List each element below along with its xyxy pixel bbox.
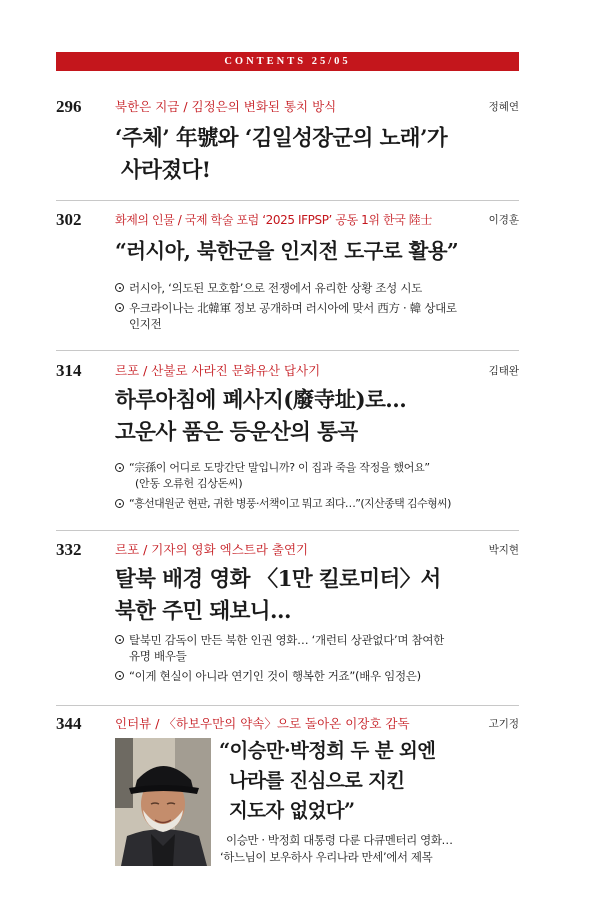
quote-line: 나라를 진심으로 지킨: [229, 769, 405, 792]
headline-line: 사라졌다!: [121, 158, 211, 183]
kicker: 르포 / 기자의 영화 엑스트라 출연기: [115, 542, 309, 557]
quote-line: 지도자 없었다”: [229, 799, 355, 822]
author: 고기정: [488, 718, 519, 730]
bullet-text: 인지전: [129, 317, 162, 331]
author: 정혜연: [488, 101, 519, 113]
toc-entry-302[interactable]: [56, 210, 519, 340]
divider: [56, 200, 519, 201]
bullet-item: [115, 460, 515, 492]
headline-line: 하루아침에 폐사지(廢寺址)로…: [115, 388, 407, 413]
bullet-text: 러시아, ‘의도된 모호함’으로 전쟁에서 유리한 상황 조성 시도: [129, 281, 422, 295]
bullet-text: 우크라이나는 北韓軍 정보 공개하며 러시아에 맞서 西方 · 韓 상대로: [129, 301, 457, 315]
headline: [115, 385, 406, 449]
bullet-list: [115, 632, 515, 688]
page-number: 332: [56, 540, 82, 559]
portrait-image: [115, 738, 211, 866]
bullet-list: [115, 460, 515, 516]
interviewee-photo: [115, 738, 211, 866]
bullet-text: 유명 배우들: [129, 649, 187, 663]
interview-quote: [219, 736, 435, 826]
interview-description: [220, 832, 453, 866]
bullet-list: [115, 280, 515, 336]
kicker: 북한은 지금 / 김정은의 변화된 통치 방식: [115, 99, 337, 114]
description-line: 이승만 · 박정희 대통령 다룬 다큐멘터리 영화…: [226, 833, 453, 847]
bullet-item: [115, 280, 515, 296]
headline-line: ‘주체’ 年號와 ‘김일성장군의 노래’가: [115, 126, 448, 151]
bullet-icon: [115, 635, 124, 644]
quote-line: “이승만·박정희 두 분 외엔: [219, 739, 436, 762]
bullet-text: 탈북민 감독이 만든 북한 인권 영화… ‘개런티 상관없다’며 참여한: [129, 633, 444, 647]
page-number: 296: [56, 97, 82, 116]
bullet-icon: [115, 499, 124, 508]
headline-line: 고운사 품은 등운산의 통곡: [115, 420, 358, 445]
headline: [115, 564, 441, 628]
bullet-item: [115, 300, 515, 332]
headline-line: 북한 주민 돼보니…: [115, 599, 291, 624]
author: 김태완: [488, 365, 519, 377]
divider: [56, 705, 519, 706]
description-line: ‘하느님이 보우하사 우리나라 만세’에서 제목: [220, 850, 433, 864]
kicker: 인터뷰 / 〈하보우만의 약속〉으로 돌아온 이장호 감독: [115, 716, 410, 731]
toc-entry-314[interactable]: [56, 361, 519, 521]
bullet-text: (안동 오류헌 김상돈씨): [135, 477, 243, 490]
toc-entry-344[interactable]: [56, 714, 519, 874]
bullet-item: [115, 496, 515, 512]
bullet-text: “宗孫이 어디로 도망간단 말입니까? 이 집과 죽을 작정을 했어요”: [129, 461, 430, 474]
page-number: 344: [56, 714, 82, 733]
bullet-item: [115, 668, 515, 684]
headline-line: “러시아, 북한군을 인지전 도구로 활용”: [115, 239, 459, 263]
kicker: 르포 / 산불로 사라진 문화유산 답사기: [115, 363, 321, 378]
bullet-text: “흥선대원군 현판, 귀한 병풍·서책이고 뭐고 죄다…”(지산종택 김수형씨): [129, 497, 451, 510]
headline: [115, 123, 447, 187]
author: 이경훈: [488, 214, 519, 226]
bullet-icon: [115, 303, 124, 312]
toc-entry-296[interactable]: [56, 97, 519, 189]
bullet-item: [115, 632, 515, 664]
kicker: 화제의 인물 / 국제 학술 포럼 ‘2025 IFPSP’ 공동 1위 한국 陸士: [115, 213, 433, 227]
toc-entry-332[interactable]: [56, 540, 519, 700]
headline: [115, 235, 458, 267]
headline-line: 탈북 배경 영화 〈1만 킬로미터〉서: [115, 567, 441, 592]
author: 박지현: [488, 544, 519, 556]
divider: [56, 530, 519, 531]
bullet-icon: [115, 283, 124, 292]
bullet-icon: [115, 463, 124, 472]
page-number: 314: [56, 361, 82, 380]
divider: [56, 350, 519, 351]
bullet-text: “이게 현실이 아니라 연기인 것이 행복한 거죠”(배우 임정은): [129, 669, 421, 683]
page-number: 302: [56, 210, 82, 229]
contents-banner: CONTENTS 25/05: [56, 52, 519, 71]
bullet-icon: [115, 671, 124, 680]
